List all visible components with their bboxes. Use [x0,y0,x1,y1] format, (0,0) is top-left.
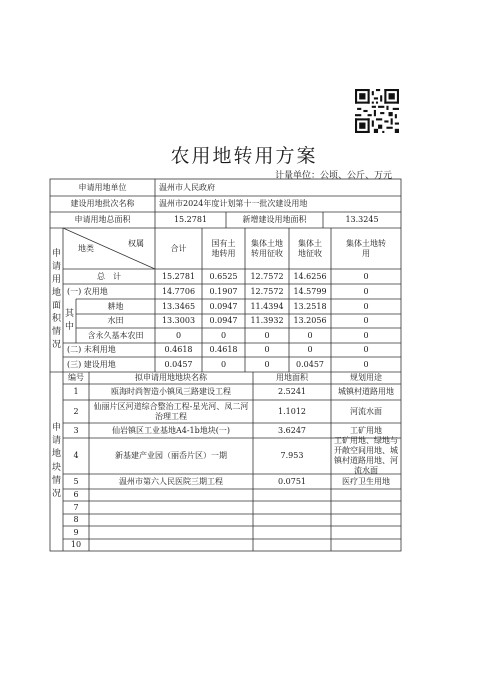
plots-section-label: 申请地块情况 [51,423,61,499]
new-area-value: 13.3245 [345,215,379,224]
row-label: (三) 建设用地 [67,359,116,369]
area-value-cell: 13.2518 [293,301,327,311]
row-label: 水田 [107,316,124,325]
plot-use [331,489,401,501]
plots-col-name: 拟申请用地地块名称 [135,373,207,382]
area-value-cell: 0.6525 [209,271,238,281]
plot-no: 9 [73,527,79,537]
area-value-cell: 0 [220,359,227,369]
plot-area: 3.6247 [278,425,306,435]
area-value-cell: 0 [363,286,369,296]
plot-name: 温州市第六人民医院三期工程 [119,476,223,486]
plot-use: 医疗卫生用地 [342,476,390,486]
sub-label: 其中 [64,308,74,332]
plot-use [331,539,401,551]
col-collective-conv: 集体土地转用 [346,238,386,258]
plot-name [89,526,253,539]
qr-code-icon [355,89,399,133]
area-value-cell: 13.2056 [293,316,327,325]
area-value-cell: 0.1907 [209,286,238,296]
plots-col-area: 用地面积 [276,373,308,382]
page-title: 农用地转用方案 [170,145,318,167]
plot-use: 河流水面 [350,406,382,416]
area-value-cell: 0 [264,330,270,340]
batch-label: 建设用地批次名称 [70,199,135,208]
area-value-cell: 13.3003 [161,316,196,325]
area-value-cell: 0.0457 [164,359,193,369]
plot-no: 6 [73,490,79,499]
applicant-label: 申请用地单位 [78,182,127,192]
area-value-cell: 11.4394 [250,301,284,311]
col-total: 合计 [170,243,187,253]
plot-area: 1.1012 [278,406,306,416]
area-value-cell: 12.7572 [250,286,284,296]
col-state: 国有土地转用 [211,238,236,258]
area-value-cell: 0 [264,359,270,369]
plot-use: 工矿用地、绿地与开敞空间用地、城镇村道路用地、河流水面 [334,436,398,475]
area-value-cell: 0.0457 [296,359,324,369]
row-label: (二) 未利用地 [67,345,116,354]
area-value-cell: 14.5799 [293,286,327,296]
area-value-cell: 0.4618 [164,345,193,354]
area-value-cell: 0 [363,359,369,369]
plot-area: 7.953 [280,451,304,460]
plot-area [253,501,331,514]
plots-col-no: 编号 [68,373,84,382]
plot-name [89,539,253,551]
diag-right-label: 权属 [128,239,144,248]
plot-no: 8 [73,515,79,524]
area-value-cell: 0 [363,316,369,325]
area-value-cell: 0 [175,330,182,340]
row-label: 含永久基本农田 [87,330,144,340]
area-value-cell: 0 [363,345,369,354]
plots-col-use: 规划用途 [350,373,382,382]
col-collective-conv-expro: 集体土地转用征收 [251,238,283,258]
plot-no: 10 [70,540,82,549]
plot-area [253,539,331,551]
area-value-cell: 13.3465 [161,301,196,311]
plot-no: 1 [73,387,79,396]
area-value-cell: 15.2781 [161,271,196,281]
plot-name: 仙丽片区河道综合整治工程-星光河、凤二河治理工程 [93,401,249,421]
plot-name [89,514,253,526]
row-label: 总 计 [97,271,121,281]
plot-area [253,514,331,526]
plot-area: 2.5241 [278,387,306,396]
batch-value: 温州市2024年度计划第十一批次建设用地 [159,199,308,208]
total-area-label: 申请用地总面积 [74,215,131,224]
plot-no: 4 [73,451,79,460]
area-value-cell: 0 [363,330,369,340]
row-label: 耕地 [107,301,124,311]
plot-name: 仙岩镇区工业基地A4-1b地块(一) [111,425,231,435]
plot-no: 3 [73,425,79,435]
area-value-cell: 0.0947 [209,301,238,311]
area-value-cell: 0 [220,330,227,340]
col-collective-expro: 集体土地征收 [298,238,322,258]
plot-area: 0.0751 [278,476,306,486]
area-section-label: 申请用地面积情况 [51,248,61,351]
plot-name [89,489,253,501]
area-value-cell: 14.7706 [161,286,196,296]
unit-label: 计量单位：公顷、公斤、万元 [274,171,392,181]
plot-use [331,514,401,526]
area-value-cell: 0.4618 [209,345,238,354]
new-area-label: 新增建设用地面积 [242,215,307,224]
area-value-cell: 12.7572 [250,271,284,281]
plot-name: 新基建产业园（丽岙片区）一期 [115,451,227,460]
plot-use [331,526,401,539]
plot-name [89,501,253,514]
plot-use: 城镇村道路用地 [338,387,394,396]
area-value-cell: 0 [363,301,369,311]
area-value-cell: 0 [307,330,313,340]
area-value-cell: 11.3932 [250,316,284,325]
area-value-cell: 14.6256 [293,271,327,281]
area-value-cell: 0.0947 [209,316,238,325]
row-label: (一) 农用地 [67,286,108,296]
diag-left-label: 地类 [78,244,94,253]
plot-no: 7 [73,502,79,512]
plot-area [253,526,331,539]
plot-no: 5 [73,476,79,486]
plot-use [331,501,401,514]
applicant-value: 温州市人民政府 [159,182,215,192]
total-area-value: 15.2781 [173,215,208,224]
plot-area [253,489,331,501]
plot-no: 2 [73,406,79,416]
area-value-cell: 0 [264,345,270,354]
plot-use: 工矿用地 [350,425,382,435]
area-value-cell: 0 [307,345,313,354]
area-value-cell: 0 [363,271,369,281]
plot-name: 瓯海时尚智造小镇凤三路建设工程 [111,387,231,396]
